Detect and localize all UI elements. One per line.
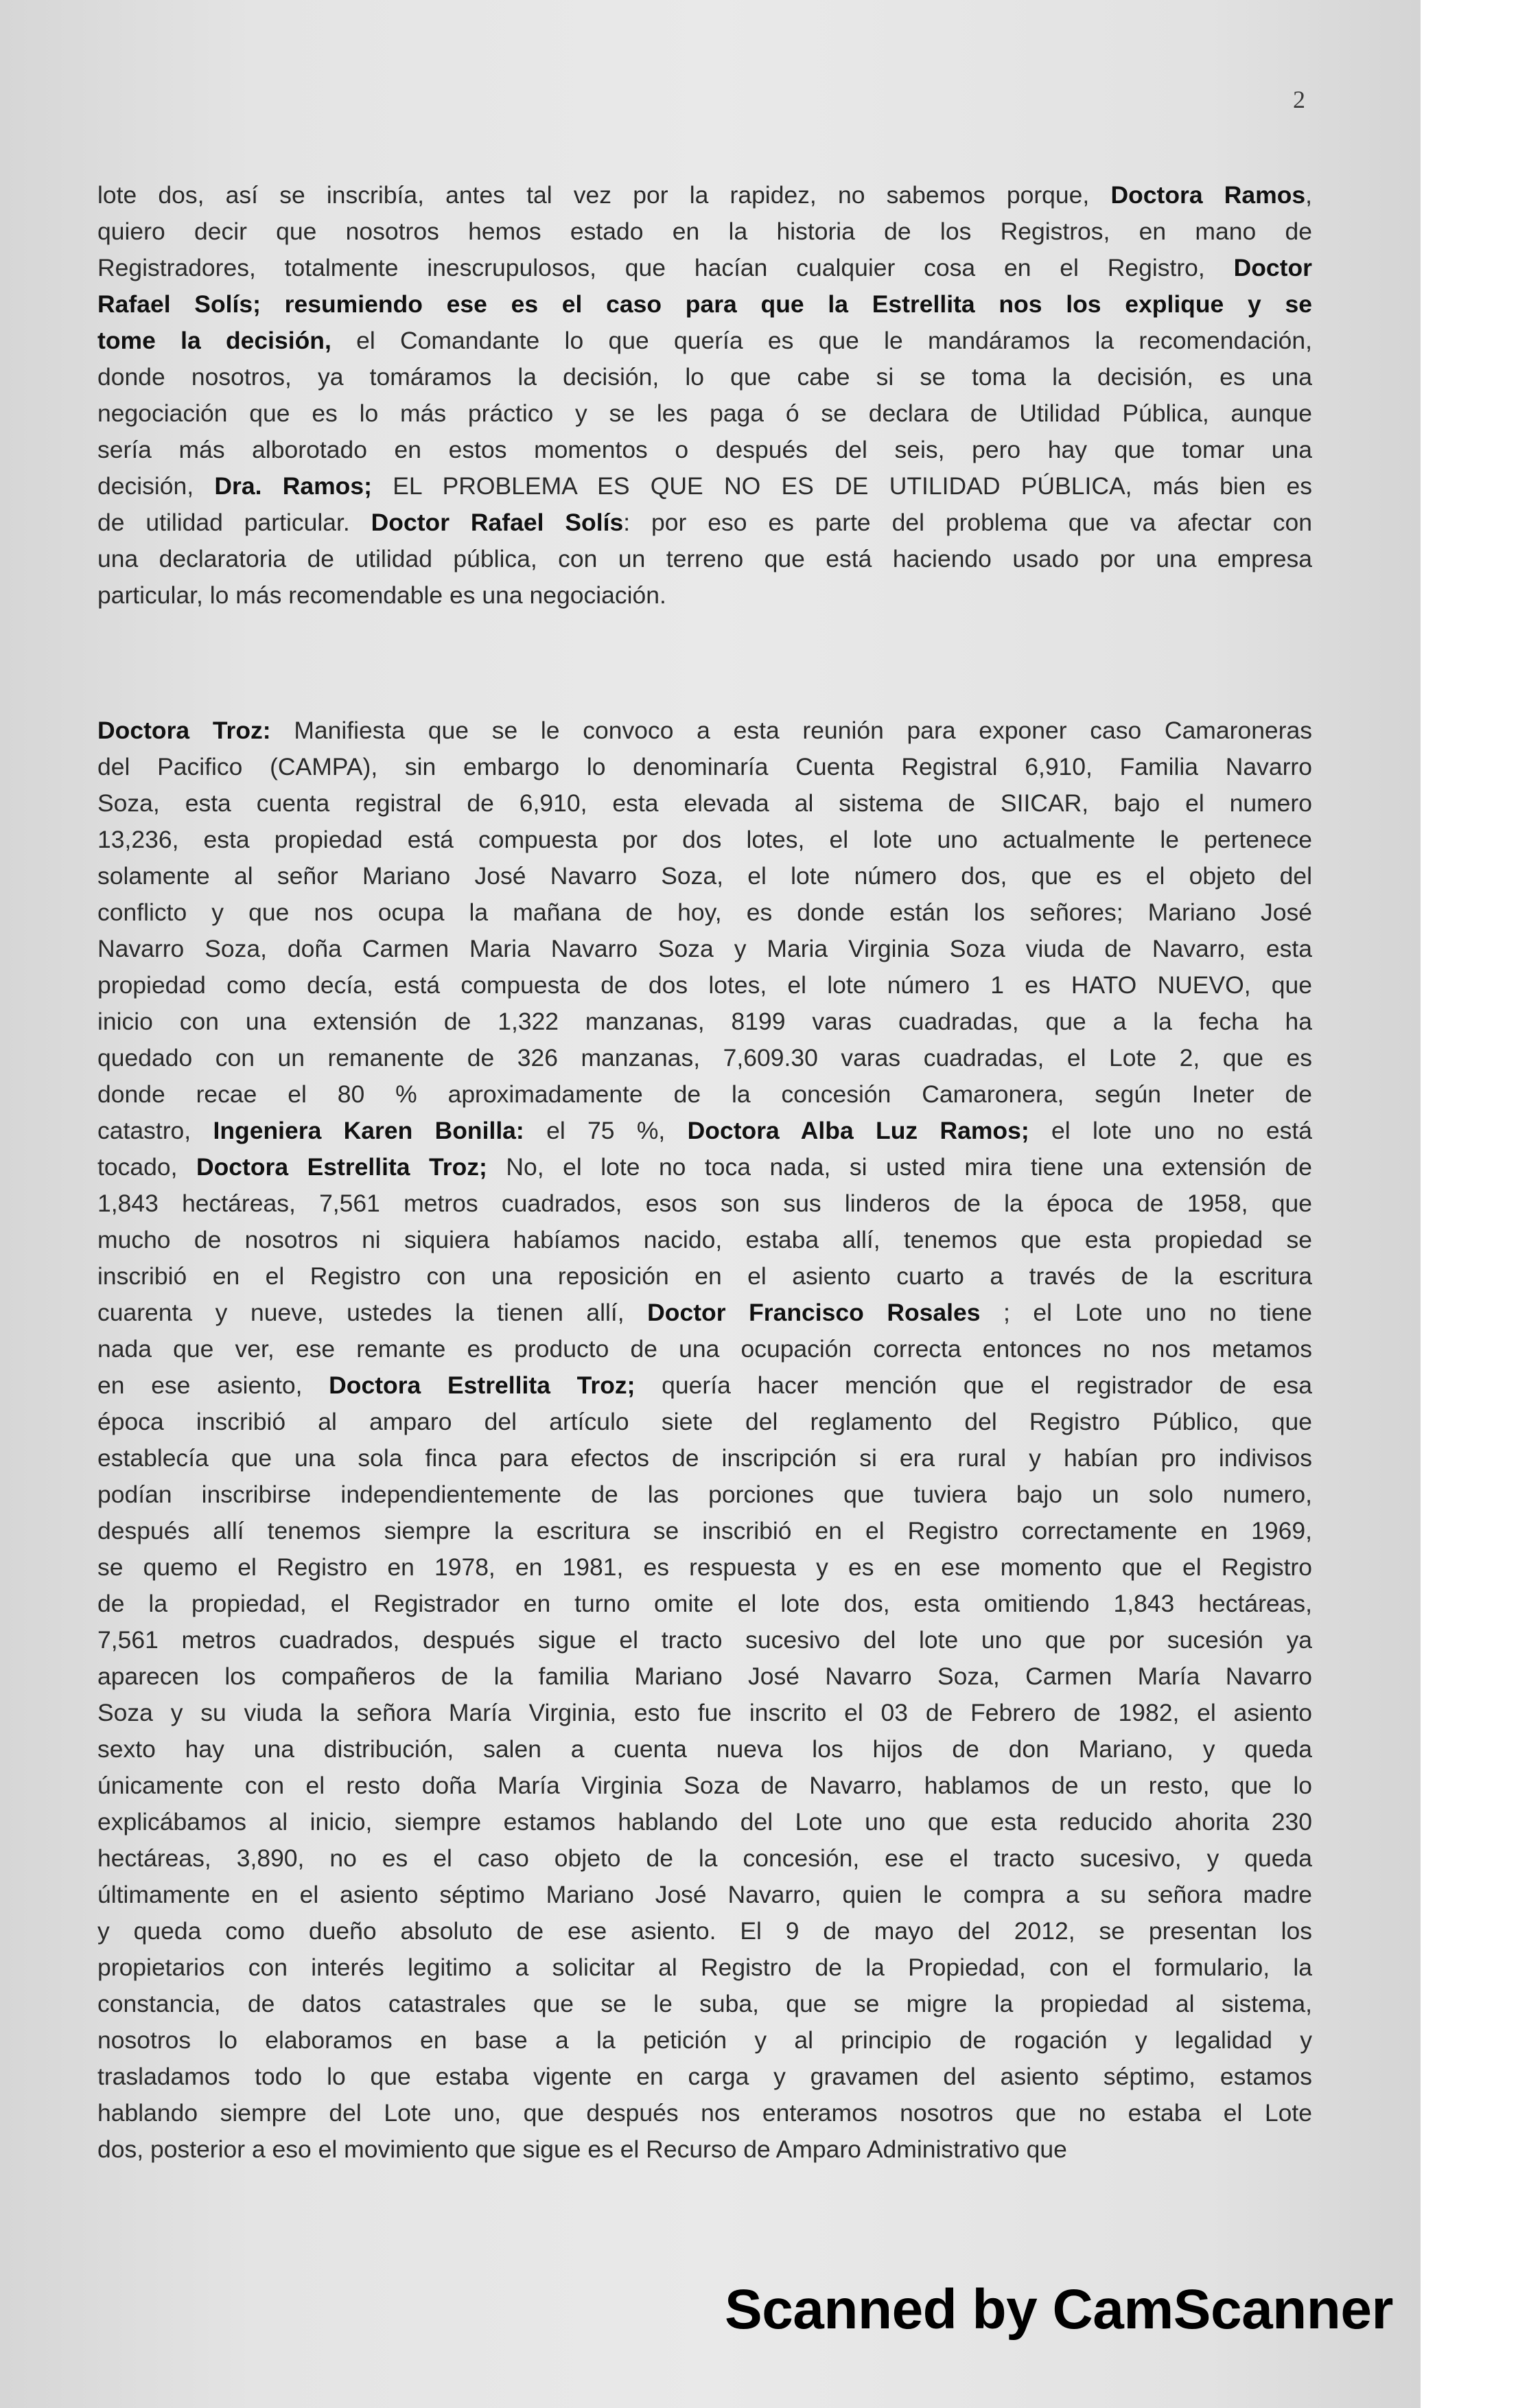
camscanner-watermark: Scanned by CamScanner bbox=[725, 2278, 1393, 2341]
text-run: quiero decir que nosotros hemos estado en la historia de los Registros, en mano de bbox=[97, 218, 1312, 245]
speaker-name: Doctora Alba Luz Ramos; bbox=[687, 1117, 1029, 1144]
text-line bbox=[97, 1840, 1312, 1877]
text-run: hablando siempre del Lote uno, que después nos enteramos nosotros que no estaba el Lote bbox=[97, 2099, 1312, 2127]
text-line bbox=[97, 931, 1312, 967]
text-run: inscribió en el Registro con una reposición en el asiento cuarto a través de la escritura bbox=[97, 1262, 1312, 1290]
text-line bbox=[97, 505, 1312, 541]
text-run: el Comandante lo que quería es que le mandáramos la recomendación, bbox=[331, 327, 1312, 354]
speaker-name: Doctor Rafael Solís bbox=[371, 509, 624, 536]
text-run: : por eso es parte del problema que va afectar con bbox=[623, 509, 1312, 536]
text-line bbox=[97, 749, 1312, 785]
text-line bbox=[97, 213, 1312, 250]
text-line bbox=[97, 1404, 1312, 1440]
text-line bbox=[97, 1913, 1312, 1949]
text-run: ; el Lote uno no tiene bbox=[980, 1299, 1312, 1326]
text-run: quería hacer mención que el registrador de esa bbox=[635, 1371, 1312, 1399]
text-run: solamente al señor Mariano José Navarro Soza, el lote número dos, que es el objeto del bbox=[97, 862, 1312, 890]
text-line bbox=[97, 468, 1312, 505]
paragraph-1 bbox=[97, 177, 1312, 614]
text-line bbox=[97, 1149, 1312, 1185]
text-run: Manifiesta que se le convoco a esta reunión para exponer caso Camaroneras bbox=[270, 717, 1312, 744]
text-run: dos, posterior a eso el movimiento que sigue es el Recurso de Amparo Administrativo que bbox=[97, 2135, 1067, 2163]
text-run: decisión, bbox=[97, 472, 215, 500]
text-run: lote dos, así se inscribía, antes tal vez por la rapidez, no sabemos porque, bbox=[97, 181, 1111, 209]
text-run: Registradores, totalmente inescrupulosos, que hacían cualquier cosa en el Registro, bbox=[97, 254, 1234, 281]
text-line bbox=[97, 1477, 1312, 1513]
text-line bbox=[97, 1185, 1312, 1222]
text-line bbox=[97, 323, 1312, 359]
text-run: Soza y su viuda la señora María Virginia, esto fue inscrito el 03 de Febrero de 1982, el asiento bbox=[97, 1699, 1312, 1726]
text-line bbox=[97, 1622, 1312, 1658]
text-run: trasladamos todo lo que estaba vigente en carga y gravamen del asiento séptimo, estamos bbox=[97, 2063, 1312, 2090]
text-run: propietarios con interés legitimo a solicitar al Registro de la Propiedad, con el formulario, la bbox=[97, 1954, 1312, 1981]
text-run: , bbox=[1305, 181, 1312, 209]
text-line bbox=[97, 1040, 1312, 1076]
speaker-name: Dra. Ramos; bbox=[214, 472, 372, 500]
text-run: después allí tenemos siempre la escritura se inscribió en el Registro correctamente en 1969, bbox=[97, 1517, 1312, 1544]
text-line bbox=[97, 713, 1312, 749]
text-run: cuarenta y nueve, ustedes la tienen allí, bbox=[97, 1299, 648, 1326]
text-run: época inscribió al amparo del artículo siete del reglamento del Registro Público, que bbox=[97, 1408, 1312, 1435]
text-line bbox=[97, 2059, 1312, 2095]
text-run: una declaratoria de utilidad pública, con un terreno que está haciendo usado por una empresa bbox=[97, 545, 1312, 572]
text-line bbox=[97, 1113, 1312, 1149]
text-line bbox=[97, 1367, 1312, 1404]
text-run: en ese asiento, bbox=[97, 1371, 329, 1399]
text-line bbox=[97, 1295, 1312, 1331]
text-line bbox=[97, 1986, 1312, 2022]
text-run: del Pacifico (CAMPA), sin embargo lo denominaría Cuenta Registral 6,910, Familia Navarro bbox=[97, 753, 1312, 780]
text-run: 7,561 metros cuadrados, después sigue el tracto sucesivo del lote uno que por sucesión ya bbox=[97, 1626, 1312, 1654]
text-line bbox=[97, 1658, 1312, 1695]
text-run: sexto hay una distribución, salen a cuenta nueva los hijos de don Mariano, y queda bbox=[97, 1735, 1312, 1763]
text-line bbox=[97, 1877, 1312, 1913]
text-run: donde nosotros, ya tomáramos la decisión, lo que cabe si se toma la decisión, es una bbox=[97, 363, 1312, 391]
speaker-name: Ingeniera Karen Bonilla: bbox=[213, 1117, 524, 1144]
text-line bbox=[97, 894, 1312, 931]
text-run: Soza, esta cuenta registral de 6,910, esta elevada al sistema de SIICAR, bajo el numero bbox=[97, 789, 1312, 817]
text-run: únicamente con el resto doña María Virginia Soza de Navarro, hablamos de un resto, que lo bbox=[97, 1772, 1312, 1799]
text-run: nada que ver, ese remante es producto de una ocupación correcta entonces no nos metamos bbox=[97, 1335, 1312, 1363]
text-run: últimamente en el asiento séptimo Mariano José Navarro, quien le compra a su señora madre bbox=[97, 1881, 1312, 1908]
text-run: se quemo el Registro en 1978, en 1981, es respuesta y es en ese momento que el Registro bbox=[97, 1553, 1312, 1581]
paragraph-2 bbox=[97, 713, 1312, 2168]
text-run: catastro, bbox=[97, 1117, 213, 1144]
text-line bbox=[97, 1549, 1312, 1586]
text-line bbox=[97, 395, 1312, 432]
speaker-name: Doctor bbox=[1233, 254, 1312, 281]
text-run: inicio con una extensión de 1,322 manzanas, 8199 varas cuadradas, que a la fecha ha bbox=[97, 1008, 1312, 1035]
text-run: 13,236, esta propiedad está compuesta por dos lotes, el lote uno actualmente le pertenece bbox=[97, 826, 1312, 853]
speaker-name: Doctor Francisco Rosales bbox=[647, 1299, 981, 1326]
text-run: quedado con un remanente de 326 manzanas, 7,609.30 varas cuadradas, el Lote 2, que es bbox=[97, 1044, 1312, 1072]
text-run: constancia, de datos catastrales que se le suba, que se migre la propiedad al sistema, bbox=[97, 1990, 1312, 2017]
text-run: explicábamos al inicio, siempre estamos hablando del Lote uno que esta reducido ahorita 230 bbox=[97, 1808, 1312, 1836]
text-line bbox=[97, 1513, 1312, 1549]
text-line bbox=[97, 822, 1312, 858]
text-line bbox=[97, 1004, 1312, 1040]
text-run: 1,843 hectáreas, 7,561 metros cuadrados, esos son sus linderos de la época de 1958, que bbox=[97, 1190, 1312, 1217]
text-run: podían inscribirse independientemente de las porciones que tuviera bajo un solo numero, bbox=[97, 1481, 1312, 1508]
text-line bbox=[97, 2022, 1312, 2059]
text-run: nosotros lo elaboramos en base a la petición y al principio de rogación y legalidad y bbox=[97, 2026, 1312, 2054]
text-run: EL PROBLEMA ES QUE NO ES DE UTILIDAD PÚBLICA, más bien es bbox=[371, 472, 1312, 500]
text-run: de utilidad particular. bbox=[97, 509, 371, 536]
page-number: 2 bbox=[1293, 86, 1305, 113]
speaker-name: Doctora Ramos bbox=[1110, 181, 1306, 209]
text-run: particular, lo más recomendable es una negociación. bbox=[97, 581, 666, 609]
text-line bbox=[97, 177, 1312, 213]
text-line bbox=[97, 1586, 1312, 1622]
text-line bbox=[97, 432, 1312, 468]
text-line bbox=[97, 785, 1312, 822]
text-line bbox=[97, 858, 1312, 894]
text-run: tocado, bbox=[97, 1153, 196, 1181]
text-line bbox=[97, 1222, 1312, 1258]
text-line bbox=[97, 541, 1312, 577]
text-run: establecía que una sola finca para efectos de inscripción si era rural y habían pro indivisos bbox=[97, 1444, 1312, 1472]
text-run: el lote uno no está bbox=[1029, 1117, 1313, 1144]
text-line bbox=[97, 286, 1312, 323]
text-run: de la propiedad, el Registrador en turno omite el lote dos, esta omitiendo 1,843 hectáreas, bbox=[97, 1590, 1312, 1617]
text-line bbox=[97, 1331, 1312, 1367]
text-run: sería más alborotado en estos momentos o después del seis, pero hay que tomar una bbox=[97, 436, 1312, 463]
text-run: conflicto y que nos ocupa la mañana de hoy, es donde están los señores; Mariano José bbox=[97, 899, 1312, 926]
text-run: mucho de nosotros ni siquiera habíamos nacido, estaba allí, tenemos que esta propiedad se bbox=[97, 1226, 1312, 1253]
text-run: Navarro Soza, doña Carmen Maria Navarro Soza y Maria Virginia Soza viuda de Navarro, esta bbox=[97, 935, 1312, 962]
text-run: hectáreas, 3,890, no es el caso objeto de la concesión, ese el tracto sucesivo, y queda bbox=[97, 1844, 1312, 1872]
text-run: propiedad como decía, está compuesta de dos lotes, el lote número 1 es HATO NUEVO, que bbox=[97, 971, 1312, 999]
text-run: donde recae el 80 % aproximadamente de la concesión Camaronera, según Ineter de bbox=[97, 1080, 1312, 1108]
text-line bbox=[97, 1258, 1312, 1295]
speaker-name: Doctora Troz: bbox=[97, 717, 271, 744]
speaker-name: Rafael Solís; resumiendo ese es el caso para que la Estrellita nos los explique y se bbox=[97, 290, 1312, 318]
text-line bbox=[97, 2131, 1312, 2168]
text-line bbox=[97, 2095, 1312, 2131]
speaker-name: Doctora Estrellita Troz; bbox=[329, 1371, 635, 1399]
text-run: No, el lote no toca nada, si usted mira tiene una extensión de bbox=[487, 1153, 1312, 1181]
text-line bbox=[97, 577, 1312, 614]
text-line bbox=[97, 250, 1312, 286]
text-line bbox=[97, 967, 1312, 1004]
text-line bbox=[97, 1695, 1312, 1731]
text-run: negociación que es lo más práctico y se les paga ó se declara de Utilidad Pública, aunque bbox=[97, 400, 1312, 427]
text-run: aparecen los compañeros de la familia Mariano José Navarro Soza, Carmen María Navarro bbox=[97, 1663, 1312, 1690]
speaker-name: tome la decisión, bbox=[97, 327, 331, 354]
text-line bbox=[97, 1768, 1312, 1804]
text-line bbox=[97, 1440, 1312, 1477]
text-line bbox=[97, 359, 1312, 395]
speaker-name: Doctora Estrellita Troz; bbox=[196, 1153, 487, 1181]
text-line bbox=[97, 1949, 1312, 1986]
text-line bbox=[97, 1804, 1312, 1840]
text-run: y queda como dueño absoluto de ese asiento. El 9 de mayo del 2012, se presentan los bbox=[97, 1917, 1312, 1945]
text-run: el 75 %, bbox=[524, 1117, 688, 1144]
text-line bbox=[97, 1076, 1312, 1113]
text-line bbox=[97, 1731, 1312, 1768]
